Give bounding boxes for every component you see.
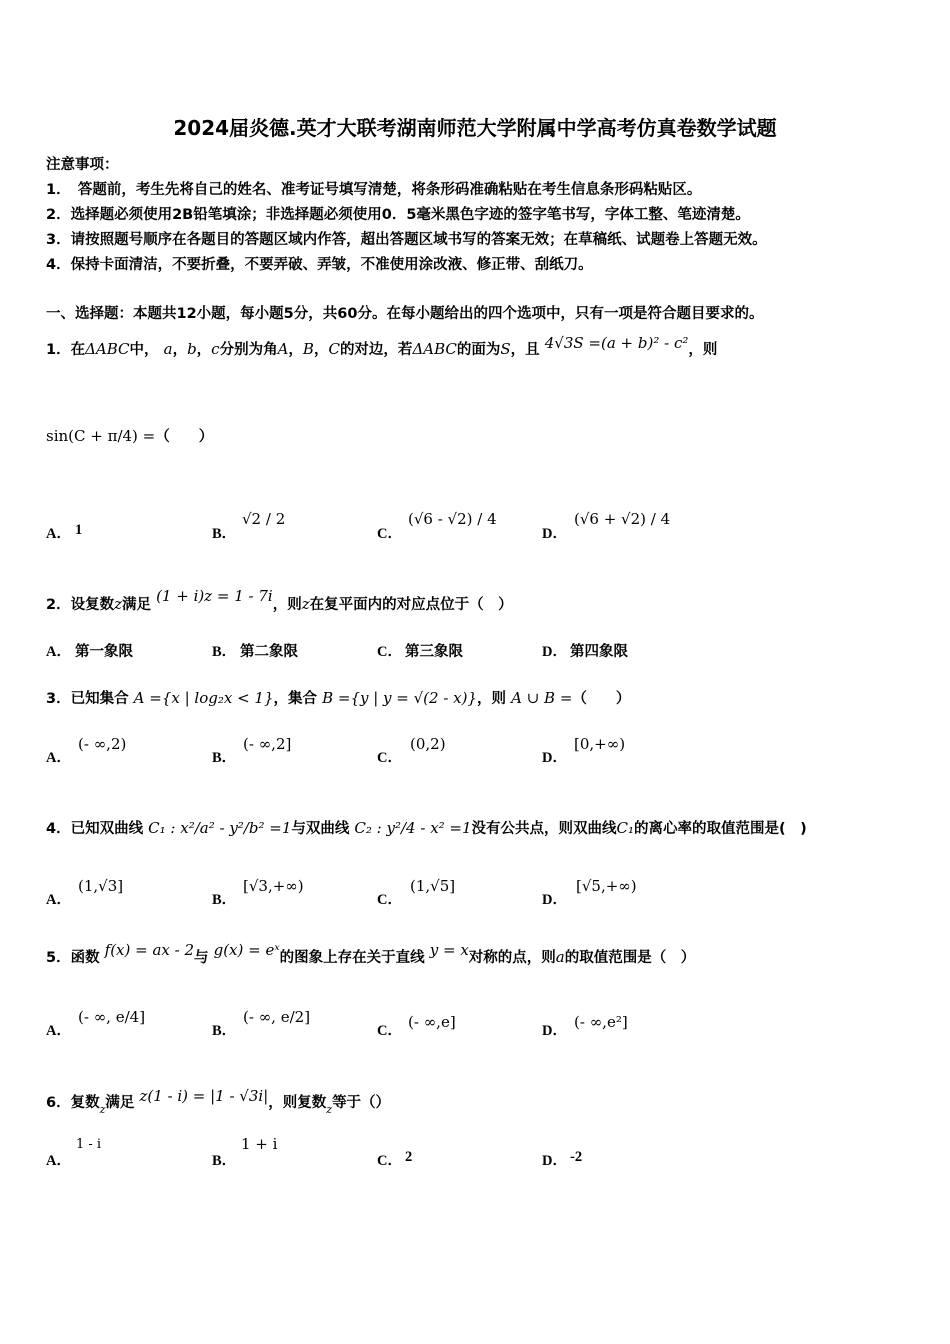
q4-option-a[interactable]: (1,√3] [78, 877, 124, 895]
q6-option-c[interactable]: 2 [405, 1149, 413, 1165]
option-label-b: B． [212, 750, 237, 766]
option-label-d: D． [542, 892, 567, 908]
q5-option-c[interactable]: (- ∞,e] [408, 1013, 456, 1031]
q5-option-a[interactable]: (- ∞, e/4] [78, 1008, 146, 1026]
question-1-expression: sin(C + π/4) =（ ） [46, 427, 214, 445]
q5-option-b[interactable]: (- ∞, e/2] [243, 1008, 311, 1026]
question-5: 5．函数 f(x) = ax - 2与 g(x) = eˣ的图象上存在关于直线 y = x对称的点，则a的取值范围是（ ） [46, 941, 696, 966]
question-6: 6．复数$_z$满足 z(1 - i) = |1 - √3i|，则复数$_z$等于（） [46, 1087, 391, 1116]
q1-option-d[interactable]: (√6 + √2) / 4 [574, 510, 671, 528]
option-label-a: A． [46, 1153, 71, 1169]
option-label-b: B． [212, 892, 237, 908]
option-label-d: D． [542, 1023, 567, 1039]
option-label-d: D． [542, 526, 567, 542]
q6-option-a[interactable]: 1 - i [76, 1137, 102, 1152]
notes-heading: 注意事项： [46, 157, 119, 173]
function-g: g(x) = eˣ [213, 941, 280, 959]
option-label-d: D． [542, 1153, 567, 1169]
option-label-c: C． [377, 644, 402, 660]
option-label-c: C． [377, 1023, 402, 1039]
option-label-a: A． [46, 526, 71, 542]
q1-option-b[interactable]: √2 / 2 [242, 510, 286, 528]
option-label-d: D． [542, 644, 567, 660]
q1-option-c[interactable]: (√6 - √2) / 4 [408, 510, 497, 528]
q3-option-b[interactable]: (- ∞,2] [243, 735, 292, 753]
option-label-a: A． [46, 750, 71, 766]
option-label-d: D． [542, 750, 567, 766]
option-label-b: B． [212, 1153, 237, 1169]
note-item: 2．选择题必须使用2B铅笔填涂；非选择题必须使用0．5毫米黑色字迹的签字笔书写，字体工整、笔迹清楚。 [46, 207, 750, 223]
note-item: 4．保持卡面清洁，不要折叠，不要弄破、弄皱，不准使用涂改液、修正带、刮纸刀。 [46, 257, 593, 273]
option-label-c: C． [377, 750, 402, 766]
q3-option-a[interactable]: (- ∞,2) [78, 735, 127, 753]
question-3: 3．已知集合 A ={x | log₂x < 1}，集合 B ={y | y = √(2 - x)}，则 A ∪ B =（ ） [46, 689, 631, 707]
option-label-b: B． [212, 644, 237, 660]
q1-option-a[interactable]: 1 [75, 522, 83, 538]
q4-option-c[interactable]: (1,√5] [410, 877, 456, 895]
hyperbola-c2: C₂ : y²/4 - x² =1 [354, 819, 472, 837]
q1-condition: 4√3S =(a + b)² - c² [544, 334, 689, 352]
q6-equation: z(1 - i) = |1 - √3i| [139, 1087, 269, 1105]
q6-option-b[interactable]: 1 + i [241, 1135, 278, 1153]
note-item: 3．请按照题号顺序在各题目的答题区域内作答，超出答题区域书写的答案无效；在草稿纸、试题卷上答题无效。 [46, 232, 767, 248]
section-heading: 一、选择题：本题共12小题，每小题5分，共60分。在每小题给出的四个选项中，只有一项是符合题目要求的。 [46, 306, 764, 322]
q2-option-c[interactable]: 第三象限 [405, 644, 463, 660]
q2-option-d[interactable]: 第四象限 [570, 644, 628, 660]
q2-option-b[interactable]: 第二象限 [240, 644, 298, 660]
q4-option-b[interactable]: [√3,+∞) [243, 877, 304, 895]
question-4: 4．已知双曲线 C₁ : x²/a² - y²/b² =1与双曲线 C₂ : y²/4 - x² =1没有公共点，则双曲线C₁的离心率的取值范围是( ) [46, 819, 807, 837]
option-label-b: B． [212, 1023, 237, 1039]
option-label-a: A． [46, 892, 71, 908]
set-b: B ={y | y = √(2 - x)} [322, 689, 478, 707]
option-label-c: C． [377, 892, 402, 908]
option-label-c: C． [377, 526, 402, 542]
q4-option-d[interactable]: [√5,+∞) [576, 877, 637, 895]
q3-option-d[interactable]: [0,+∞) [574, 735, 626, 753]
set-a: A ={x | log₂x < 1} [133, 689, 274, 707]
q5-option-d[interactable]: (- ∞,e²] [574, 1013, 628, 1031]
note-item: 1． 答题前，考生先将自己的姓名、准考证号填写清楚，将条形码准确粘贴在考生信息条形码粘贴区。 [46, 182, 702, 198]
option-label-a: A． [46, 644, 71, 660]
option-label-c: C． [377, 1153, 402, 1169]
q2-option-a[interactable]: 第一象限 [75, 644, 133, 660]
hyperbola-c1: C₁ : x²/a² - y²/b² =1 [148, 819, 292, 837]
q3-option-c[interactable]: (0,2) [410, 735, 446, 753]
question-1: 1．在ΔABC中， a，b，c分别为角A，B，C的对边，若ΔABC的面为S，且 4√3S =(a + b)² - c²，则 [46, 334, 718, 358]
question-2: 2．设复数z满足 (1 + i)z = 1 - 7i，则z在复平面内的对应点位于（ ） [46, 587, 513, 613]
option-label-b: B． [212, 526, 237, 542]
option-label-a: A． [46, 1023, 71, 1039]
q6-option-d[interactable]: -2 [570, 1149, 583, 1165]
function-f: f(x) = ax - 2 [104, 941, 195, 959]
page-title: 2024届炎德.英才大联考湖南师范大学附属中学高考仿真卷数学试题 [173, 116, 777, 140]
